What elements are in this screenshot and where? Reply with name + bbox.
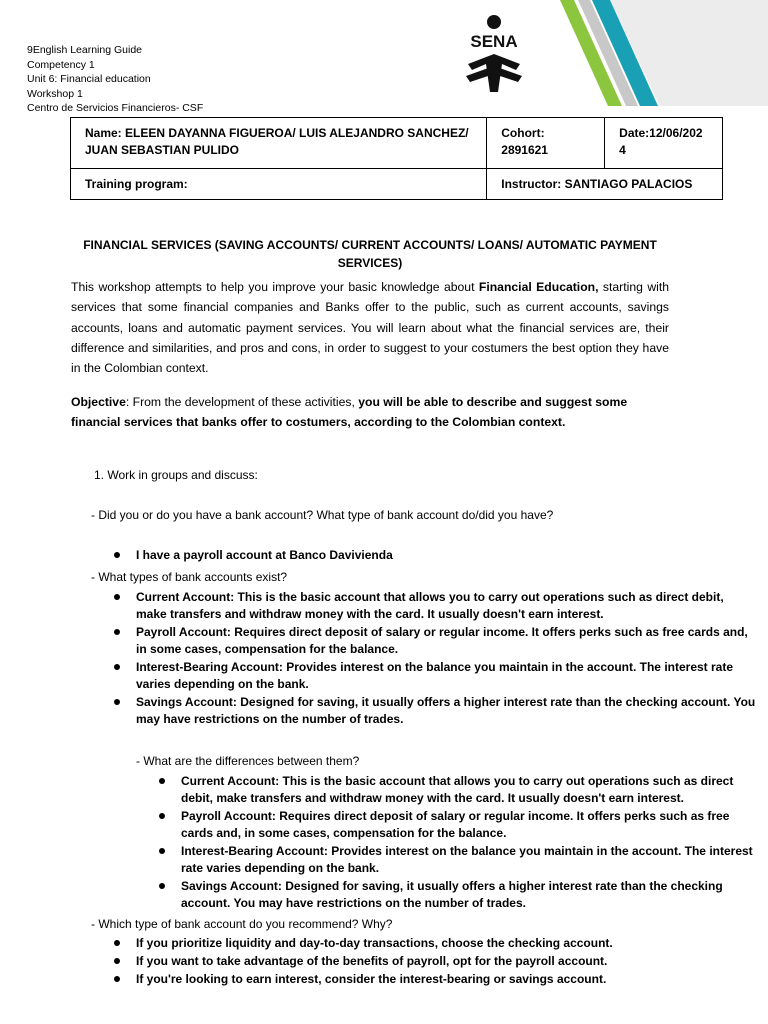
info-table — [70, 117, 723, 200]
task-heading: 1. Work in groups and discuss: — [94, 468, 258, 482]
logo-text: SENA — [470, 32, 518, 51]
answer-4-list — [114, 935, 734, 989]
header-line: Workshop 1 — [27, 87, 83, 100]
training-program-cell: Training program: — [71, 169, 487, 200]
list-item: Savings Account: Designed for saving, it usually offers a higher interest rate than the checking account. You may have restrictions on the number of trades. — [114, 694, 756, 728]
question-3: - What are the differences between them? — [136, 754, 360, 768]
objective-bold: you will be able to describe and suggest some financial services that banks offer to costumers, according to the Colombian context. — [71, 395, 628, 430]
list-item: Interest-Bearing Account: Provides interest on the balance you maintain in the account. The interest rate varies depending on the bank. — [159, 843, 764, 877]
objective-text: : From the development of these activities, — [125, 395, 359, 409]
decorative-stripes — [540, 0, 768, 106]
cohort-cell: Cohort: 2891621 — [487, 118, 605, 169]
sena-logo — [456, 14, 532, 94]
objective-label: Objective — [71, 395, 126, 409]
header-line: Centro de Servicios Financieros- CSF — [27, 102, 204, 115]
list-item: Payroll Account: Requires direct deposit of salary or regular income. It offers perks such as free cards and, in some cases, compensation for the balance. — [114, 624, 756, 658]
list-item: I have a payroll account at Banco Davivienda — [114, 547, 714, 564]
intro-paragraph — [71, 277, 669, 378]
answer-3-list — [159, 773, 764, 913]
answer-2-list — [114, 589, 756, 729]
list-item: If you prioritize liquidity and day-to-day transactions, choose the checking account. — [114, 935, 734, 952]
document-header — [27, 43, 203, 116]
list-item: If you want to take advantage of the benefits of payroll, opt for the payroll account. — [114, 953, 734, 970]
header-line: 9English Learning Guide — [27, 44, 142, 56]
intro-bold: Financial Education, — [478, 280, 599, 294]
list-item: Savings Account: Designed for saving, it usually offers a higher interest rate than the checking account. You may have restrictions on the number of trades. — [159, 878, 764, 912]
list-item: Payroll Account: Requires direct deposit of salary or regular income. It offers perks such as free cards and, in some cases, compensation for the balance. — [159, 808, 764, 842]
list-item: Current Account: This is the basic account that allows you to carry out operations such as direct debit, make transfers and withdraw money with the card. It usually doesn't earn interest. — [159, 773, 764, 807]
page-title: FINANCIAL SERVICES (SAVING ACCOUNTS/ CURRENT ACCOUNTS/ LOANS/ AUTOMATIC PAYMENT SERVICES) — [83, 238, 657, 270]
question-2: - What types of bank accounts exist? — [91, 570, 288, 584]
answer-1-list — [114, 547, 714, 564]
question-1: - Did you or do you have a bank account? What type of bank account do/did you have? — [91, 508, 554, 522]
date-cell: Date:12/06/2024 — [605, 118, 723, 169]
name-cell: Name: ELEEN DAYANNA FIGUEROA/ LUIS ALEJANDRO SANCHEZ/ JUAN SEBASTIAN PULIDO — [71, 118, 487, 169]
objective-paragraph — [71, 392, 671, 433]
instructor-cell: Instructor: SANTIAGO PALACIOS — [487, 169, 723, 200]
intro-text-rest: starting with services that some financial companies and Banks offer to the public, such as current accounts, savings accounts, loans and automatic payment services. You will learn about what the financial services are, their difference and similarities, and pros and cons, in order to suggest to your costumers the best option they have in the Colombian context. — [71, 280, 669, 376]
intro-text: This workshop attempts to help you improve your basic knowledge about — [71, 280, 479, 294]
header-line: Competency 1 — [27, 58, 95, 71]
question-4: - Which type of bank account do you recommend? Why? — [91, 917, 393, 931]
list-item: Interest-Bearing Account: Provides interest on the balance you maintain in the account. The interest rate varies depending on the bank. — [114, 659, 756, 693]
list-item: Current Account: This is the basic account that allows you to carry out operations such as direct debit, make transfers and withdraw money with the card. It usually doesn't earn interest. — [114, 589, 756, 623]
header-line: Unit 6: Financial education — [27, 73, 151, 86]
list-item: If you're looking to earn interest, consider the interest-bearing or savings account. — [114, 971, 734, 988]
